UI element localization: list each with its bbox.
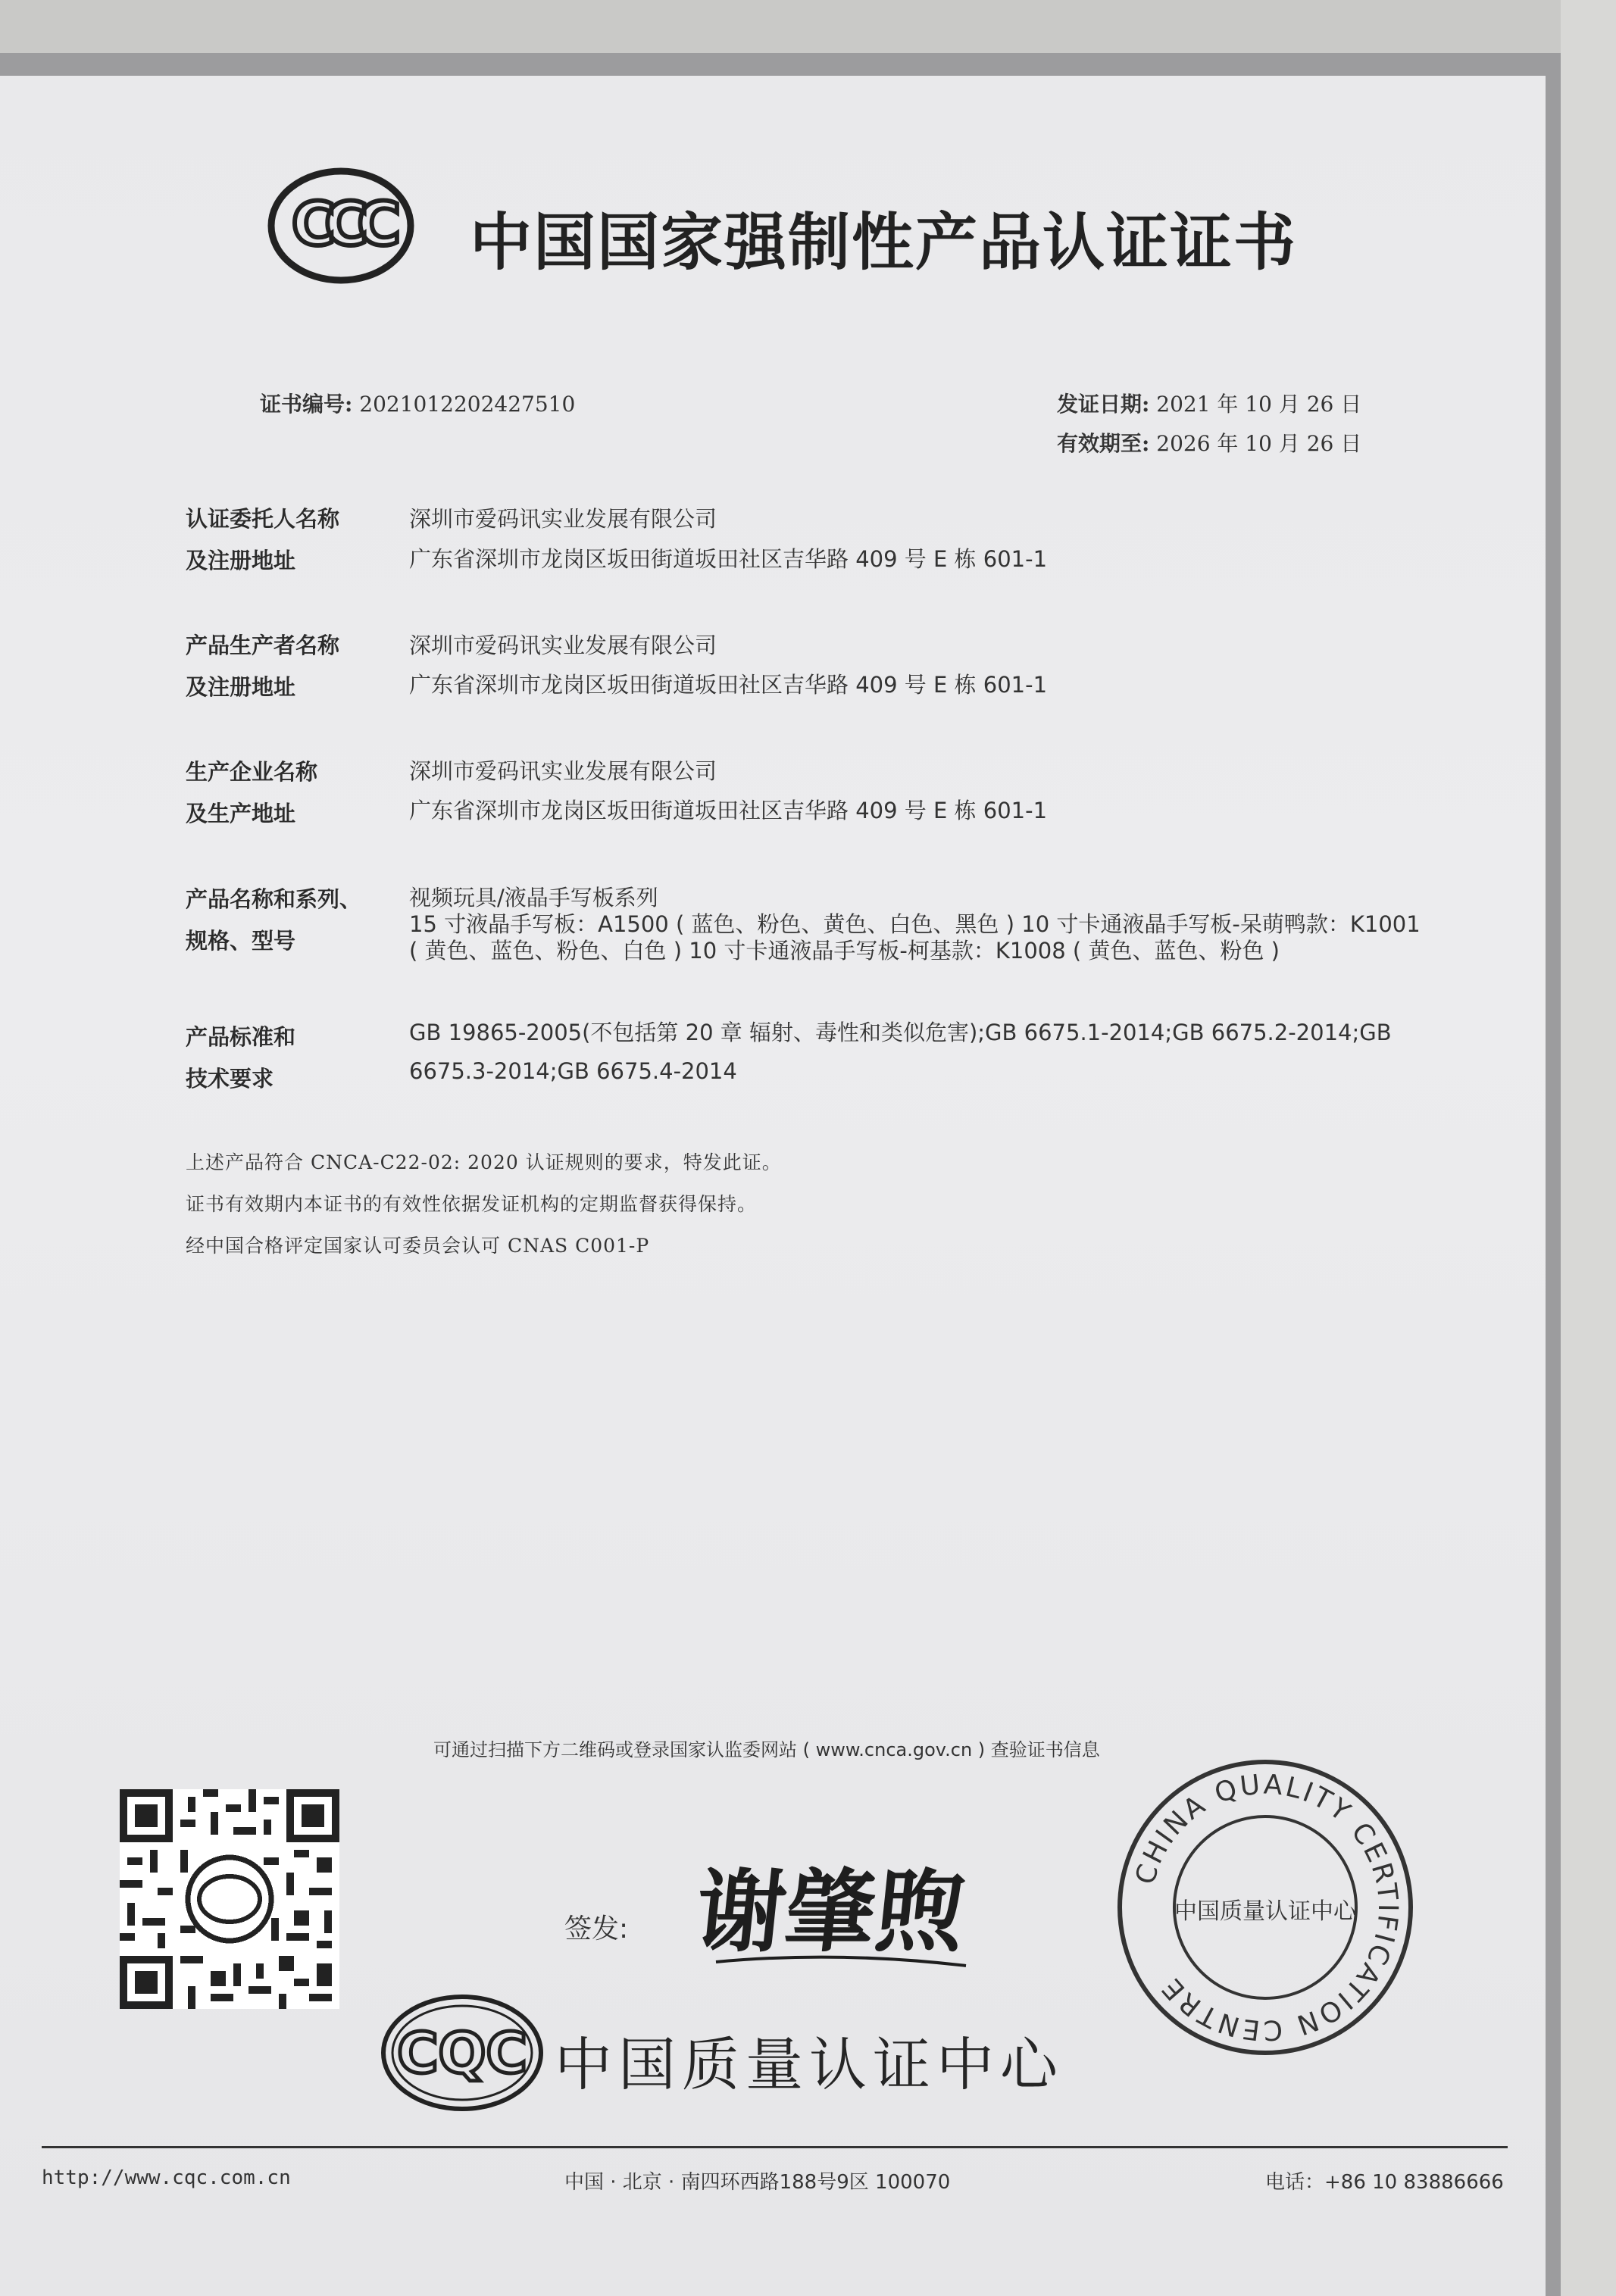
product-models-line-2: ( 黄色、蓝色、粉色、白色 ) 10 寸卡通液晶手写板-柯基款：K1008 ( 黄色、蓝色、粉色 ): [409, 938, 1280, 964]
footer-divider: [42, 2146, 1508, 2148]
note-line-2: 证书有效期内本证书的有效性依据发证机构的定期监督获得保持。: [186, 1193, 758, 1215]
issuer-label: 签发:: [564, 1913, 629, 1945]
certificate-title: 中国国家强制性产品认证证书: [470, 207, 1298, 279]
cqc-logo-icon: [379, 1992, 545, 2113]
factory-address: 广东省深圳市龙岗区坂田街道坂田社区吉华路 409 号 E 栋 601-1: [409, 798, 1048, 823]
footer-phone: 电话：+86 10 83886666: [1265, 2171, 1504, 2194]
ccc-logo-icon: [265, 165, 417, 286]
factory-label-2: 及生产地址: [186, 801, 296, 826]
background-top: [0, 0, 1616, 53]
client-label-1: 认证委托人名称: [186, 506, 340, 532]
note-line-3: 经中国合格评定国家认可委员会认可 CNAS C001-P: [186, 1235, 650, 1257]
cert-number: 证书编号: 2021012202427510: [260, 392, 576, 417]
ccc-logo-text: CCC: [292, 191, 390, 259]
note-line-1: 上述产品符合 CNCA-C22-02: 2020 认证规则的要求，特发此证。: [186, 1151, 782, 1173]
client-name: 深圳市爱码讯实业发展有限公司: [409, 506, 717, 532]
standards-line-1: GB 19865-2005(不包括第 20 章 辐射、毒性和类似危害);GB 6675.1-2014;GB 6675.2-2014;GB: [409, 1020, 1392, 1045]
seal-inner-text: 中国质量认证中心: [1174, 1898, 1356, 1925]
client-label-2: 及注册地址: [186, 548, 296, 573]
signature-image: [686, 1848, 989, 1977]
factory-label-1: 生产企业名称: [186, 759, 318, 785]
valid-until: 有效期至: 2026 年 10 月 26 日: [1057, 431, 1362, 456]
factory-name: 深圳市爱码讯实业发展有限公司: [409, 758, 717, 784]
signature-name: 谢肇煦: [690, 1859, 971, 1964]
cqc-seal-stamp: [1114, 1756, 1417, 2059]
background-right: [1561, 0, 1616, 2296]
verify-instructions: 可通过扫描下方二维码或登录国家认监委网站 ( www.cnca.gov.cn ) 查验证书信息: [433, 1739, 1100, 1760]
org-name: 中国质量认证中心: [555, 2031, 1064, 2098]
producer-address: 广东省深圳市龙岗区坂田街道坂田社区吉华路 409 号 E 栋 601-1: [409, 672, 1048, 698]
client-address: 广东省深圳市龙岗区坂田街道坂田社区吉华路 409 号 E 栋 601-1: [409, 546, 1048, 572]
footer-address: 中国 · 北京 · 南四环西路188号9区 100070: [564, 2171, 951, 2194]
producer-label-2: 及注册地址: [186, 674, 296, 700]
product-models-line-1: 15 寸液晶手写板：A1500 ( 蓝色、粉色、黄色、白色、黑色 ) 10 寸卡通液晶手写板-呆萌鸭款：K1001: [409, 911, 1421, 937]
standards-label-1: 产品标准和: [186, 1024, 296, 1050]
producer-name: 深圳市爱码讯实业发展有限公司: [409, 633, 717, 658]
product-label-2: 规格、型号: [186, 928, 296, 954]
cqc-logo-text: CQC: [397, 2021, 527, 2086]
issue-date: 发证日期: 2021 年 10 月 26 日: [1057, 392, 1362, 417]
qr-code-icon[interactable]: [120, 1789, 339, 2009]
standards-label-2: 技术要求: [186, 1066, 274, 1092]
footer-website[interactable]: http://www.cqc.com.cn: [42, 2166, 291, 2189]
product-label-1: 产品名称和系列、: [186, 886, 362, 912]
standards-line-2: 6675.3-2014;GB 6675.4-2014: [409, 1058, 737, 1084]
seal-ring-text: CHINA QUALITY CERTIFICATION CENTRE: [1130, 1769, 1404, 2046]
product-series: 视频玩具/液晶手写板系列: [409, 885, 658, 911]
producer-label-1: 产品生产者名称: [186, 633, 340, 658]
